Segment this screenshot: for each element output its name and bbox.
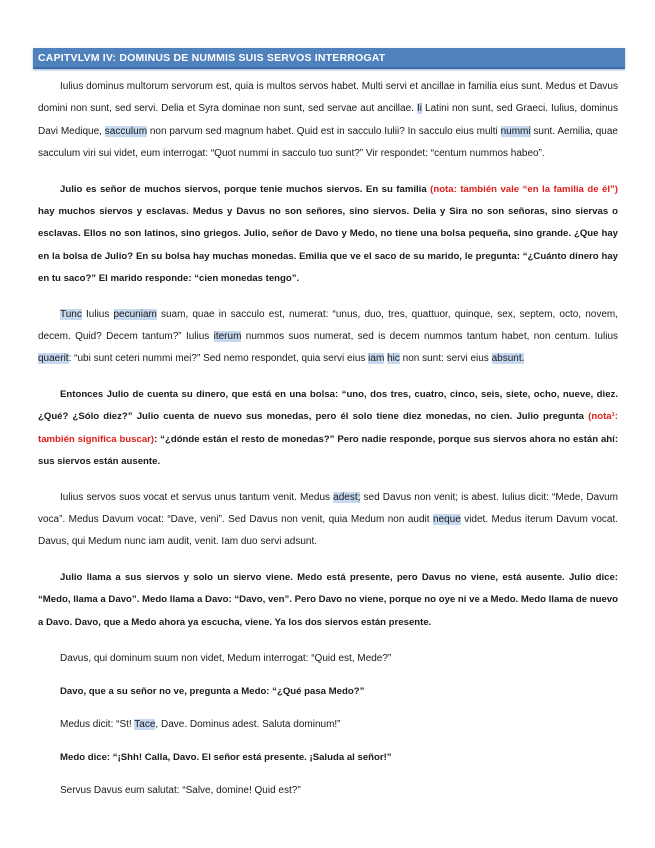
highlighted-word: Tunc xyxy=(60,308,82,320)
text-run: Medo dice: “¡Shh! Calla, Davo. El señor está presente. ¡Saluda al señor!” xyxy=(60,751,392,763)
text-run: : “ubi sunt ceteri nummi mei?” Sed nemo respondet, quia servi eius xyxy=(68,353,369,365)
text-run: sunt. Aemilia, quae sacculum viri sui videt, eum interrogat: “Quot nummi in sacculo tuo sunt?” Vir respondet: “centum nummos habeo”. xyxy=(38,125,618,160)
text-run: Davus, qui dominum suum non videt, Medum interrogat: “Quid est, Mede?” xyxy=(60,652,392,664)
text-run: Servus Davus eum salutat: “Salve, domine! Quid est?” xyxy=(60,784,301,796)
highlighted-word: Tace xyxy=(134,718,156,730)
text-run: Iulius dominus multorum servorum est, quia is multos servos habet. Multi servi et ancillae in familia eius sunt. Medus et Davus domini non sunt, sed servi. Delia et Syra dominae non sunt, sed servae aut ancillae. xyxy=(38,81,618,115)
text-run: non sunt: servi eius xyxy=(399,353,492,365)
chapter-heading: CAPITVLVM IV: DOMINUS DE NUMMIS SUIS SERVOS INTERROGAT xyxy=(33,48,625,69)
latin-paragraph xyxy=(38,779,618,802)
text-run: Davo, que a su señor no ve, pregunta a Medo: “¿Qué pasa Medo?” xyxy=(60,685,365,697)
text-run: Medus dicit: “St! xyxy=(60,718,135,730)
text-run: Iulius xyxy=(81,308,114,320)
translation-note: (nota¹: también significa buscar) xyxy=(38,411,618,445)
latin-paragraph xyxy=(38,304,618,371)
highlighted-word: Ii xyxy=(416,103,422,115)
spanish-paragraph xyxy=(38,179,618,291)
document-body xyxy=(38,76,618,812)
text-run: non parvum sed magnum habet. Quid est in sacculo Iulii? In sacculo eius multi xyxy=(147,125,501,137)
text-run: : “¿dónde están el resto de monedas?” Pero nadie responde, porque sus siervos ahora no están ahí: sus siervos están ausente. xyxy=(38,433,619,468)
text-run: Entonces Julio de cuenta su dinero, que está en una bolsa: “uno, dos tres, cuatro, cinco, seis, siete, ocho, nueve, diez. ¿Qué? ¿Sólo diez?” Julio cuenta de nuevo sus monedas, pero él solo tiene diez monedas, no cien. Julio pregunta xyxy=(38,388,618,423)
text-run: Latini non sunt, sed Graeci. Iulius, dominus Davi Medique, xyxy=(38,103,618,137)
highlighted-word: nummi xyxy=(500,125,531,137)
text-run: , Dave. Dominus adest. Saluta dominum!” xyxy=(155,718,341,730)
highlighted-word: sacculum xyxy=(104,125,148,137)
spanish-paragraph xyxy=(38,567,618,634)
highlighted-word: neque xyxy=(432,513,461,525)
text-run: nummos suos numerat, sed is decem nummos tantum habet, non centum. Iulius xyxy=(241,331,618,343)
text-run: Iulius servos suos vocat et servus unus tantum venit. Medus xyxy=(60,491,334,503)
highlighted-word: hic xyxy=(387,353,400,365)
text-run: videt. Medus iterum Davum vocat. Davus, qui Medum nunc iam audit, venit. Iam duo servi adsunt. xyxy=(38,513,618,548)
text-run: hay muchos siervos y esclavas. Medus y Davus no son señores, sino siervos. Delia y Sira no son señoras, sino siervas o esclavas. Ellos no son latinos, sino griegos. Julio, señor de Davo y Medo, no tiene una bolsa pequeña, sino grande. ¿Que hay en la bolsa de Julio? En su bolsa hay muchas monedas. Emilia que ve el saco de su marido, le pregunta: “¿Cuánto dinero hay en tu saco?” El marido responde: “cien monedas tengo”. xyxy=(38,206,618,285)
highlighted-word: absunt. xyxy=(491,353,525,365)
latin-paragraph xyxy=(38,487,618,554)
highlighted-word: pecuniam xyxy=(113,308,157,320)
latin-paragraph xyxy=(38,76,618,166)
spanish-paragraph xyxy=(38,680,618,703)
latin-paragraph xyxy=(38,713,618,736)
text-run: suam, quae in sacculo est, numerat: “unus, duo, tres, quattuor, quinque, sex, septem, octo, novem, decem. Quid? Decem tantum?” Iulius xyxy=(38,308,618,343)
highlighted-word: iterum xyxy=(213,331,242,343)
text-run: Julio llama a sus siervos y solo un siervo viene. Medo está presente, pero Davus no viene, está ausente. Julio dice: “Medo, llama a Davo”. Medo llama a Davo: “Davo, ven”. Pero Davo no viene, porque no oye ni ve a Medo. Medo llama de nuevo a Davo. Davo, que a Medo ahora ya escucha, viene. Ya los dos siervos están presente. xyxy=(38,571,618,628)
spanish-paragraph xyxy=(38,384,618,474)
text-run: sed Davus non venit; is abest. Iulius dicit: “Mede, Davum voca”. Medus Davum vocat: “Dave, veni”. Sed Davus non venit, quia Medum non audit xyxy=(38,491,618,525)
text-run: Julio es señor de muchos siervos, porque tenie muchos siervos. En su familia xyxy=(60,183,431,195)
highlighted-word: quaerit xyxy=(38,353,69,365)
highlighted-word: iam xyxy=(368,353,385,365)
highlighted-word: adest; xyxy=(333,491,361,503)
spanish-paragraph xyxy=(38,746,618,769)
translation-note: (nota: también vale “en la familia de él”) xyxy=(430,183,618,195)
latin-paragraph xyxy=(38,647,618,670)
